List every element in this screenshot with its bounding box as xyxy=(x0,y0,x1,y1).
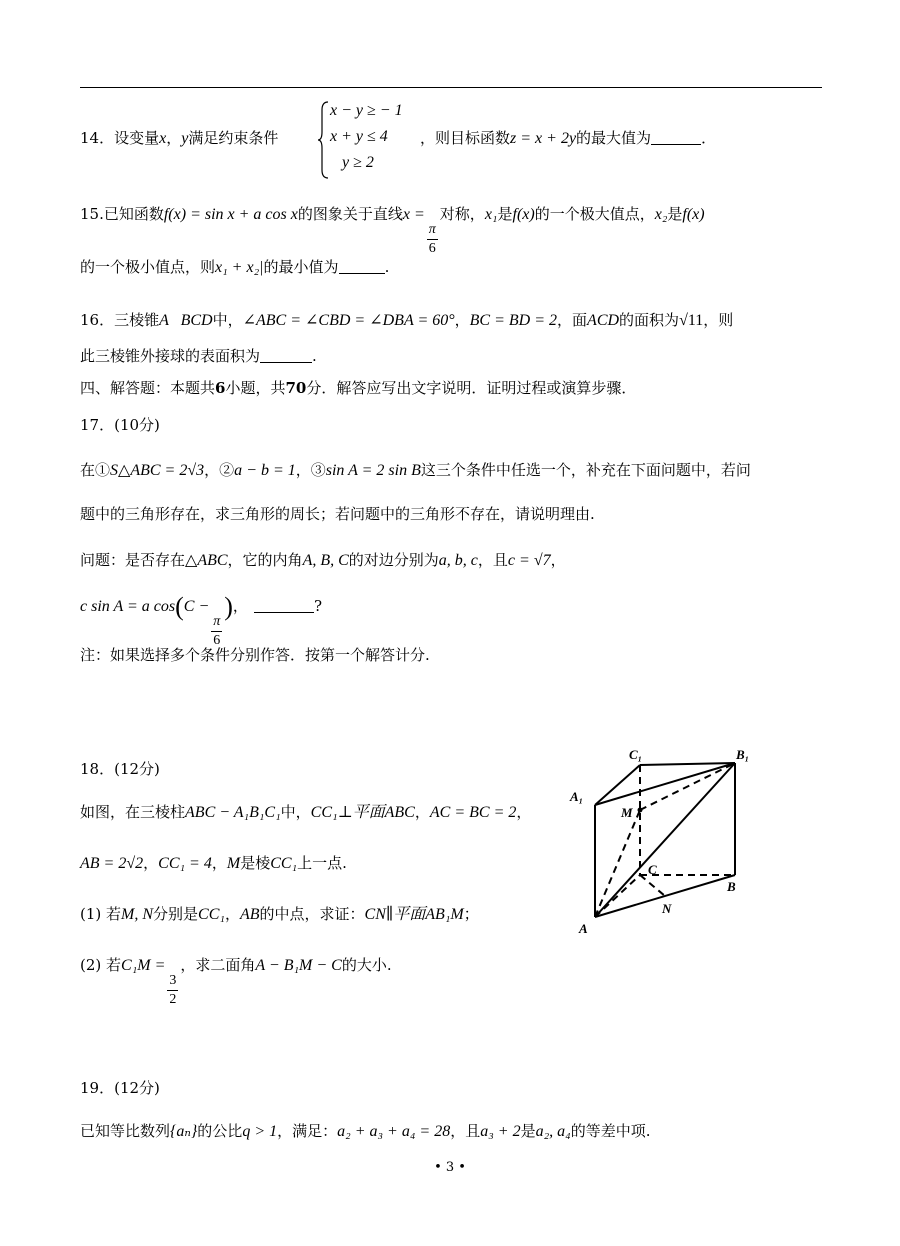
q17-text-a: 在① xyxy=(80,461,111,479)
q19-a2-a4: a₂, a₄ xyxy=(535,1123,571,1140)
q18-cc1: CC₁ = 4 xyxy=(158,855,212,872)
q18-eq1: AC = BC = 2 xyxy=(429,804,517,821)
q17-text-3e: ， xyxy=(550,551,566,569)
q18-ab2: AB xyxy=(239,906,260,923)
question-19-line1 xyxy=(80,1120,651,1143)
q14-objective: z = x + 2y xyxy=(510,130,577,147)
question-18-part2 xyxy=(80,954,392,1009)
q17-angles: A, B, C xyxy=(302,552,349,569)
question-19-heading: 19．(12分) xyxy=(80,1079,160,1097)
q18-dihedral: A − B₁M − C xyxy=(255,957,342,974)
q19-sum: a₂ + a₃ + a₄ = 28 xyxy=(337,1123,451,1140)
label-a1: A₁ xyxy=(570,789,584,804)
q18-text-d: ， xyxy=(516,803,532,821)
q17-text-b: ，② xyxy=(204,461,235,479)
header-rule xyxy=(80,87,822,88)
q18-text-2c: 是棱 xyxy=(240,854,271,872)
question-17-heading: 17．(10分) xyxy=(80,416,160,434)
question-16-line1 xyxy=(80,309,733,332)
q18-text-c: ， xyxy=(414,803,430,821)
q19-ratio: q > 1 xyxy=(242,1123,278,1140)
q19-a3-plus-2: a₃ + 2 xyxy=(480,1123,521,1140)
fraction-denominator: 2 xyxy=(169,992,177,1007)
q16-text-line2: 此三棱锥外接球的表面积为 xyxy=(80,347,261,365)
q17-text-c: ，③ xyxy=(295,461,326,479)
question-18-line2 xyxy=(80,852,347,875)
segment-am xyxy=(595,810,640,917)
q19-text-a: 已知等比数列 xyxy=(80,1122,171,1140)
label-b1: B₁ xyxy=(736,747,750,762)
section-4-text-b: 小题，共 xyxy=(225,379,286,397)
q15-fraction xyxy=(427,221,438,258)
q18-part2-a: (2) 若 xyxy=(80,956,122,974)
fraction-denominator: 6 xyxy=(428,241,436,256)
q17-triangle: △ABC xyxy=(185,552,228,569)
right-paren: ) xyxy=(224,592,233,621)
q17-sep: ， xyxy=(232,597,248,615)
section-4-heading xyxy=(80,377,636,399)
q16-sep: ， xyxy=(454,311,470,329)
question-18-part1 xyxy=(80,903,479,926)
q18-sep: ， xyxy=(143,854,159,872)
q16-tetrahedron: A BCD xyxy=(159,312,213,329)
q17-condition-3: sin A = 2 sin B xyxy=(325,462,421,479)
q17-equation-left: c sin A = a cos xyxy=(80,598,176,615)
q19-text-d: ，且 xyxy=(450,1122,481,1140)
edge-c1b1 xyxy=(640,763,735,765)
section-4-score: 70 xyxy=(285,379,307,397)
q18-part2-b: ，求二面角 xyxy=(180,956,256,974)
q18-part1-c: ， xyxy=(224,905,240,923)
label-c1: C₁ xyxy=(629,747,643,762)
label-n: N xyxy=(662,901,672,916)
q18-prism: ABC − A₁B₁C₁ xyxy=(185,804,281,821)
q17-condition-1: S△ABC = 2√3 xyxy=(110,462,205,479)
label-m: M xyxy=(621,805,633,820)
q14-text-after: ，则目标函数 xyxy=(420,129,511,147)
fraction-denominator: 6 xyxy=(213,633,221,648)
q18-part1-d: 的中点，求证： xyxy=(259,905,365,923)
q16-area: √11 xyxy=(679,312,704,329)
section-4-text-a: 四、解答题：本题共 xyxy=(80,379,216,397)
q14-text-end: 的最大值为 xyxy=(576,129,652,147)
question-17-equation xyxy=(80,592,322,650)
q17-text-3d: ，且 xyxy=(477,551,508,569)
q16-text-b: 中， xyxy=(212,311,243,329)
q19-text-f: 的等差中项. xyxy=(570,1122,651,1140)
q18-text-a: 如图，在三棱柱 xyxy=(80,803,186,821)
q18-part1-e: ； xyxy=(463,905,479,923)
q16-text: 16．三棱锥 xyxy=(80,311,160,329)
q14-constraint-3: y ≥ 2 xyxy=(342,154,374,171)
section-4-text-c: 分．解答应写出文字说明．证明过程或演算步骤． xyxy=(306,379,637,397)
q17-text-d: 这三个条件中任选一个，补充在下面问题中，若问 xyxy=(420,461,751,479)
q15-x1: x₁ xyxy=(484,206,498,223)
q15-line-x: x = xyxy=(402,206,425,223)
label-a: A xyxy=(579,921,588,936)
question-18-heading: 18．(12分) xyxy=(80,760,160,778)
q15-fx2: f(x) xyxy=(682,206,705,223)
answer-blank xyxy=(651,128,701,145)
q17-text-3c: 的对边分别为 xyxy=(348,551,439,569)
q18-text-b: 中， xyxy=(280,803,311,821)
q18-m: M xyxy=(226,855,241,872)
q14-text: 14．设变量 xyxy=(80,129,160,147)
q19-text-e: 是 xyxy=(520,1122,536,1140)
q19-text-b: 的公比 xyxy=(197,1122,243,1140)
q18-parallel: CN∥平面AB₁M xyxy=(364,906,464,923)
q15-abs-expr: x₁ + x₂| xyxy=(215,259,264,276)
q15-text: 15.已知函数 xyxy=(80,205,164,223)
page-number: • 3 • xyxy=(434,1160,466,1175)
question-17-line1 xyxy=(80,459,751,482)
question-14-cont xyxy=(420,127,716,150)
q18-part1-a: (1) 若 xyxy=(80,905,122,923)
q14-sep: ， xyxy=(166,129,182,147)
q16-period: . xyxy=(312,347,317,365)
q14-var-x: x xyxy=(159,130,167,147)
q17-sides: a, b, c xyxy=(438,552,478,569)
section-4-count: 6 xyxy=(215,379,226,397)
q17-text-3a: 问题：是否存在 xyxy=(80,551,186,569)
fraction-numerator: 3 xyxy=(167,972,178,991)
q15-fx1: f(x) xyxy=(512,206,535,223)
segment-cn xyxy=(640,875,665,896)
answer-blank xyxy=(254,596,314,613)
q15-func: f(x) = sin x + a cos x xyxy=(163,206,298,223)
q16-text-e: ，则 xyxy=(703,311,734,329)
q14-constraint-2: x + y ≤ 4 xyxy=(330,128,388,145)
question-16-line2 xyxy=(80,345,317,367)
q16-angles: ∠ABC = ∠CBD = ∠DBA = 60° xyxy=(242,312,455,329)
label-b: B xyxy=(727,879,736,894)
q14-constraint-1: x − y ≥ − 1 xyxy=(330,102,403,119)
q18-part2-c: 的大小. xyxy=(341,956,392,974)
q17-equation-paren: C − xyxy=(183,598,210,615)
q18-cc1c: CC₁ xyxy=(198,906,225,923)
question-17-line3 xyxy=(80,549,566,572)
q14-var-y: y xyxy=(181,130,189,147)
q17-condition-2: a − b = 1 xyxy=(234,462,296,479)
q18-fraction xyxy=(167,972,178,1009)
q18-cc1b: CC₁ xyxy=(270,855,298,872)
answer-blank xyxy=(260,346,312,363)
point-m xyxy=(638,808,643,813)
q15-text-e: 的一个极大值点， xyxy=(534,205,655,223)
q19-text-c: ，满足： xyxy=(277,1122,338,1140)
left-paren: ( xyxy=(175,592,184,621)
label-c: C xyxy=(648,862,657,877)
fraction-numerator: π xyxy=(211,613,222,632)
question-15-line1 xyxy=(80,203,705,258)
q14-constraint-system xyxy=(318,100,418,180)
question-18-line1 xyxy=(80,801,531,824)
q18-mn: M, N xyxy=(121,906,154,923)
q16-text-d: 的面积为 xyxy=(619,311,680,329)
q16-sides: BC = BD = 2 xyxy=(469,312,558,329)
question-15-line2 xyxy=(80,256,389,279)
answer-blank xyxy=(339,257,385,274)
q15-text-f: 是 xyxy=(667,205,683,223)
q18-perp: CC₁⊥平面ABC xyxy=(310,804,415,821)
q15-text-d: 是 xyxy=(497,205,513,223)
q18-part1-b: 分别是 xyxy=(153,905,199,923)
left-brace-icon xyxy=(318,100,330,180)
q15-text-line2b: 的最小值为 xyxy=(263,258,339,276)
q15-x2: x₂ xyxy=(654,206,668,223)
q19-sequence: {aₙ} xyxy=(170,1123,198,1140)
q18-text-2b: ， xyxy=(211,854,227,872)
prism-figure xyxy=(565,745,765,945)
q15-text-b: 的图象关于直线 xyxy=(297,205,403,223)
q18-text-2d: 上一点. xyxy=(297,854,347,872)
q14-period: ． xyxy=(701,129,717,147)
prism-diagram xyxy=(565,745,765,945)
q16-face: ACD xyxy=(587,312,620,329)
q15-period: . xyxy=(384,258,390,276)
q17-question-mark: ? xyxy=(313,597,322,615)
fraction-numerator: π xyxy=(427,221,438,240)
q15-text-c: 对称， xyxy=(439,205,485,223)
q18-ab: AB = 2√2 xyxy=(80,855,144,872)
q14-text-mid: 满足约束条件 xyxy=(188,129,279,147)
q15-text-line2: 的一个极小值点，则 xyxy=(80,258,216,276)
question-17-note: 注：如果选择多个条件分别作答．按第一个解答计分. xyxy=(80,646,430,664)
q17-text-3b: ，它的内角 xyxy=(227,551,303,569)
q16-text-c: ，面 xyxy=(557,311,588,329)
question-14 xyxy=(80,127,278,150)
q17-c-value: c = √7 xyxy=(507,552,551,569)
question-17-line2: 题中的三角形存在，求三角形的周长；若问题中的三角形不存在，请说明理由. xyxy=(80,505,595,523)
q18-c1m: C₁M = xyxy=(121,957,166,974)
